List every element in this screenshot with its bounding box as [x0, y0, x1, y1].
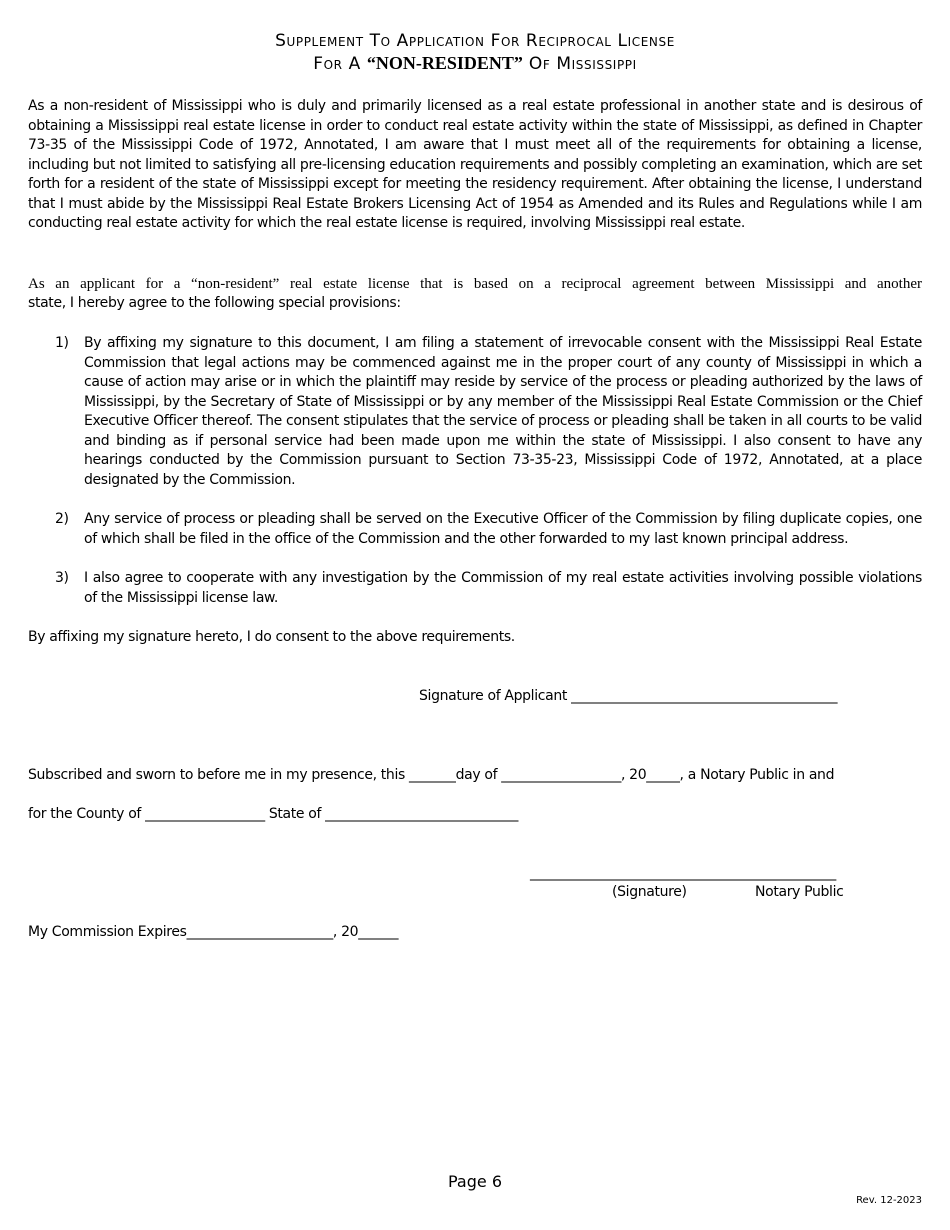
applicant-paragraph-rest: state, I hereby agree to the following special provisions:: [28, 295, 401, 311]
intro-paragraph: As a non-resident of Mississippi who is duly and primarily licensed as a real estate professional in another state and is desirous of obtaining a Mississippi real estate license in order to conduct real estate activity within the state of Mississippi, as defined in Chapter 73-35 of the Mississippi Code of 1972, Annotated, I am aware that I must meet all of the requirements for obtaining a license, including but not limited to satisfying all pre-licensing education requirements and possibly completing an examination, which are set forth for a resident of the state of Mississippi except for meeting the residency requirement. After obtaining the license, I understand that I must abide by the Mississippi Real Estate Brokers Licensing Act of 1954 as Amended and its Rules and Regulations while I am conducting real estate activity for which the real estate license is required, involving Mississippi real estate.: [28, 98, 922, 231]
notary-public-label: Notary Public: [755, 884, 844, 900]
notary-signature-field[interactable]: ______________________________________________: [530, 865, 836, 881]
provision-item: [55, 569, 922, 608]
title-line-2: [0, 52, 950, 75]
provision-number: 1): [55, 335, 69, 351]
subscribed-sworn-line[interactable]: Subscribed and sworn to before me in my presence, this _______day of __________________, 20_____, a Notary Public in and: [28, 767, 835, 783]
provision-text: Any service of process or pleading shall be served on the Executive Officer of the Commission by filing duplicate copies, one of which shall be filed in the office of the Commission and the other forwarded to my last known principal address.: [84, 511, 922, 547]
revision-label: Rev. 12-2023: [856, 1195, 922, 1206]
notary-signature-label: (Signature): [612, 884, 687, 900]
title-line-2-prefix: For A: [313, 54, 361, 74]
page-number: Page 6: [448, 1172, 502, 1191]
applicant-paragraph-serif: As an applicant for a “non-resident” real estate license that is based on a reciprocal agreement between Mississippi and another: [28, 276, 922, 292]
title-line-2-suffix: Of Mississippi: [528, 54, 637, 74]
county-state-line[interactable]: for the County of __________________ State of _____________________________: [28, 806, 519, 822]
provision-text: I also agree to cooperate with any investigation by the Commission of my real estate activities involving possible violations of the Mississippi license law.: [84, 570, 922, 606]
document-title: [0, 30, 950, 75]
provision-number: 3): [55, 570, 69, 586]
provision-item: [55, 334, 922, 490]
provision-item: [55, 510, 922, 549]
title-non-resident: “NON-RESIDENT”: [366, 53, 523, 73]
title-line-1: Supplement To Application For Reciprocal License: [275, 31, 675, 51]
consent-statement: By affixing my signature hereto, I do consent to the above requirements.: [28, 629, 515, 645]
provision-text: By affixing my signature to this document, I am filing a statement of irrevocable consent with the Mississippi Real Estate Commission that legal actions may be commenced against me in the proper court of any county of Mississippi in which a cause of action may arise or in which the plaintiff may reside by service of the process or pleading authorized by the laws of Mississippi, by the Secretary of State of Mississippi or by any member of the Mississippi Real Estate Commission or the Chief Executive Officer thereof. The consent stipulates that the service of process or pleading shall be taken in all courts to be valid and binding as if personal service had been made upon me within the state of Mississippi. I also consent to have any hearings conducted by the Commission pursuant to Section 73-35-23, Mississippi Code of 1972, Annotated, at a place designated by the Commission.: [84, 335, 922, 488]
provision-number: 2): [55, 511, 69, 527]
commission-expires-field[interactable]: My Commission Expires______________________, 20______: [28, 924, 399, 940]
applicant-signature-field[interactable]: Signature of Applicant ________________________________________: [419, 688, 838, 704]
